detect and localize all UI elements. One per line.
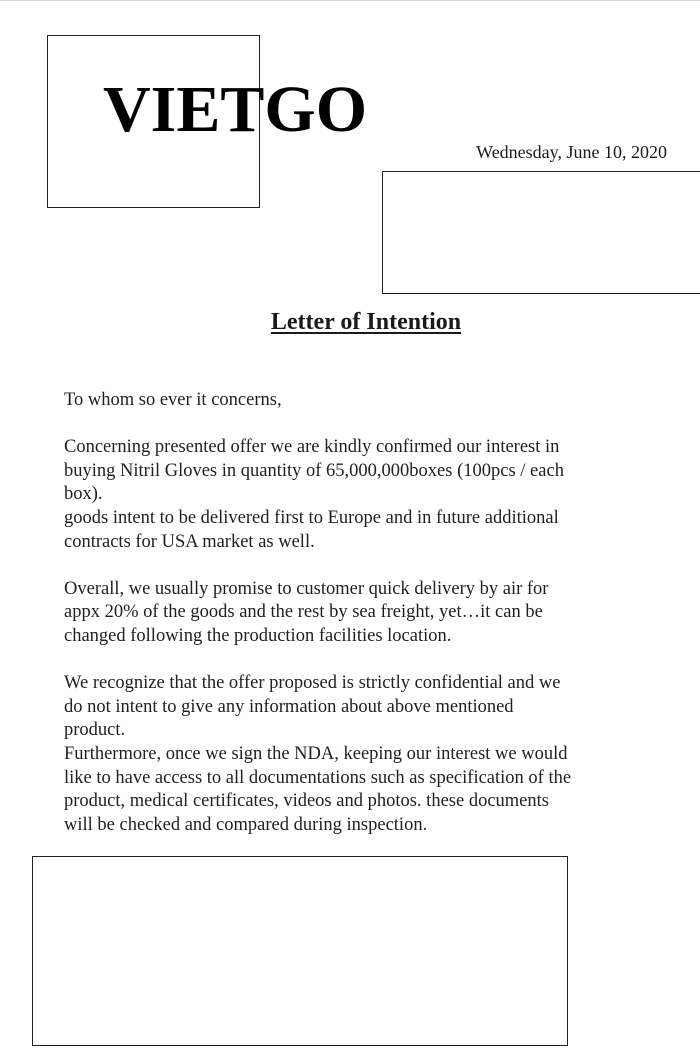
body-line: Concerning presented offer we are kindly confirmed our interest in	[64, 437, 560, 458]
body-line: do not intent to give any information about above mentioned	[64, 696, 514, 717]
body-line: appx 20% of the goods and the rest by sea freight, yet…it can be	[64, 602, 543, 623]
letter-body	[64, 389, 664, 837]
body-line: contracts for USA market as well.	[64, 531, 315, 552]
body-line: Furthermore, once we sign the NDA, keeping our interest we would	[64, 743, 568, 764]
body-line: goods intent to be delivered first to Europe and in future additional	[64, 507, 559, 528]
company-logo: VIETGO	[103, 73, 368, 146]
body-line: product.	[64, 720, 126, 741]
letter-title	[0, 307, 700, 337]
redacted-signature-box	[32, 856, 568, 1046]
body-line: buying Nitril Gloves in quantity of 65,000,000boxes (100pcs / each	[64, 460, 564, 481]
body-line: like to have access to all documentations such as specification of the	[64, 767, 572, 788]
letter-date: Wednesday, June 10, 2020	[476, 142, 667, 162]
body-line: We recognize that the offer proposed is strictly confidential and we	[64, 673, 561, 694]
salutation: To whom so ever it concerns,	[64, 390, 282, 410]
page-top-rule	[0, 0, 700, 1]
body-line: Overall, we usually promise to customer quick delivery by air for	[64, 578, 549, 599]
redacted-address-box	[382, 171, 700, 294]
body-line: will be checked and compared during inspection.	[64, 814, 428, 835]
body-line: box).	[64, 484, 103, 505]
body-line: product, medical certificates, videos and photos. these documents	[64, 791, 549, 812]
body-line: changed following the production facilities location.	[64, 625, 452, 646]
letter-title-text: Letter of Intention	[270, 309, 462, 335]
